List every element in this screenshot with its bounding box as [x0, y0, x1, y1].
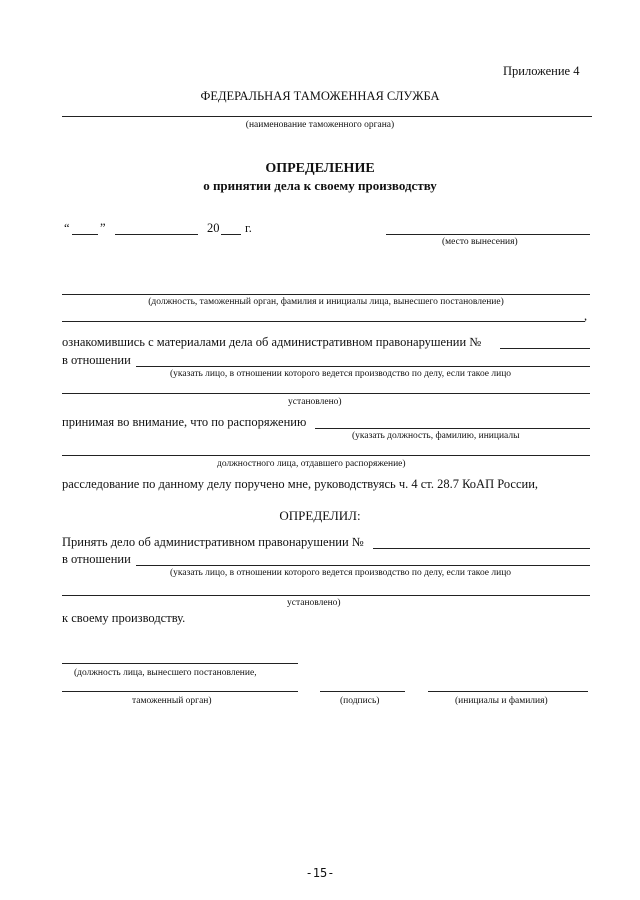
date-year-field[interactable] — [221, 234, 241, 235]
official-line[interactable] — [62, 294, 590, 295]
agency-line — [62, 116, 592, 117]
decision-person-caption-1: (указать лицо, в отношении которого ведется производство по делу, если такое лицо — [170, 568, 512, 578]
date-year-prefix: 20 — [207, 221, 220, 235]
signature-name-line[interactable] — [428, 691, 588, 692]
regarding-label: в отношении — [62, 353, 131, 367]
date-year-suffix: г. — [245, 221, 252, 235]
official-caption: (должность, таможенный орган, фамилия и инициалы лица, вынесшего постановление) — [148, 297, 504, 307]
accept-case-number-field[interactable] — [373, 548, 590, 549]
signature-position-line[interactable] — [62, 663, 298, 664]
person-field[interactable] — [136, 366, 590, 367]
signature-sign-caption: (подпись) — [340, 696, 380, 706]
document-subtitle: о принятии дела к своему производству — [203, 178, 437, 193]
date-month-field[interactable] — [115, 234, 198, 235]
official-comma: , — [584, 309, 588, 323]
signature-sign-line[interactable] — [320, 691, 405, 692]
accept-text: Принять дело об административном правонарушении № — [62, 535, 364, 549]
own-production-text: к своему производству. — [62, 611, 186, 625]
place-caption: (место вынесения) — [442, 237, 518, 247]
decision-person-caption-2: установлено) — [287, 598, 341, 608]
date-quote-open: “ — [64, 221, 70, 235]
order-line-2[interactable] — [62, 455, 590, 456]
official-line-2[interactable] — [62, 321, 585, 322]
considering-text: принимая во внимание, что по распоряжению — [62, 415, 307, 429]
date-day-field[interactable] — [72, 234, 98, 235]
investigation-text: расследование по данному делу поручено мне, руководствуясь ч. 4 ст. 28.7 КоАП России, — [62, 477, 539, 491]
signature-position-caption-2: таможенный орган) — [132, 696, 212, 706]
person-caption-2: установлено) — [288, 397, 342, 407]
person-line-2[interactable] — [62, 393, 590, 394]
document-title: ОПРЕДЕЛЕНИЕ — [265, 161, 375, 176]
decision-heading: ОПРЕДЕЛИЛ: — [279, 508, 361, 523]
order-caption-2: должностного лица, отдавшего распоряжение) — [217, 459, 406, 469]
agency-caption: (наименование таможенного органа) — [245, 120, 395, 130]
decision-person-field[interactable] — [136, 565, 590, 566]
appendix-label: Приложение 4 — [503, 64, 580, 78]
signature-name-caption: (инициалы и фамилия) — [455, 696, 548, 706]
signature-position-line-2[interactable] — [62, 691, 298, 692]
order-field[interactable] — [315, 428, 590, 429]
agency-name: ФЕДЕРАЛЬНАЯ ТАМОЖЕННАЯ СЛУЖБА — [200, 89, 440, 103]
date-quote-close: ” — [100, 221, 106, 235]
person-caption-1: (указать лицо, в отношении которого ведется производство по делу, если такое лицо — [170, 369, 512, 379]
case-number-field[interactable] — [500, 348, 590, 349]
decision-person-line-2[interactable] — [62, 595, 590, 596]
page-number: -15- — [305, 866, 335, 880]
decision-regarding-label: в отношении — [62, 552, 131, 566]
signature-position-caption-1: (должность лица, вынесшего постановление, — [74, 668, 257, 678]
familiarized-text: ознакомившись с материалами дела об административном правонарушении № — [62, 335, 482, 349]
place-field[interactable] — [386, 234, 590, 235]
order-caption-1: (указать должность, фамилию, инициалы — [352, 431, 520, 441]
